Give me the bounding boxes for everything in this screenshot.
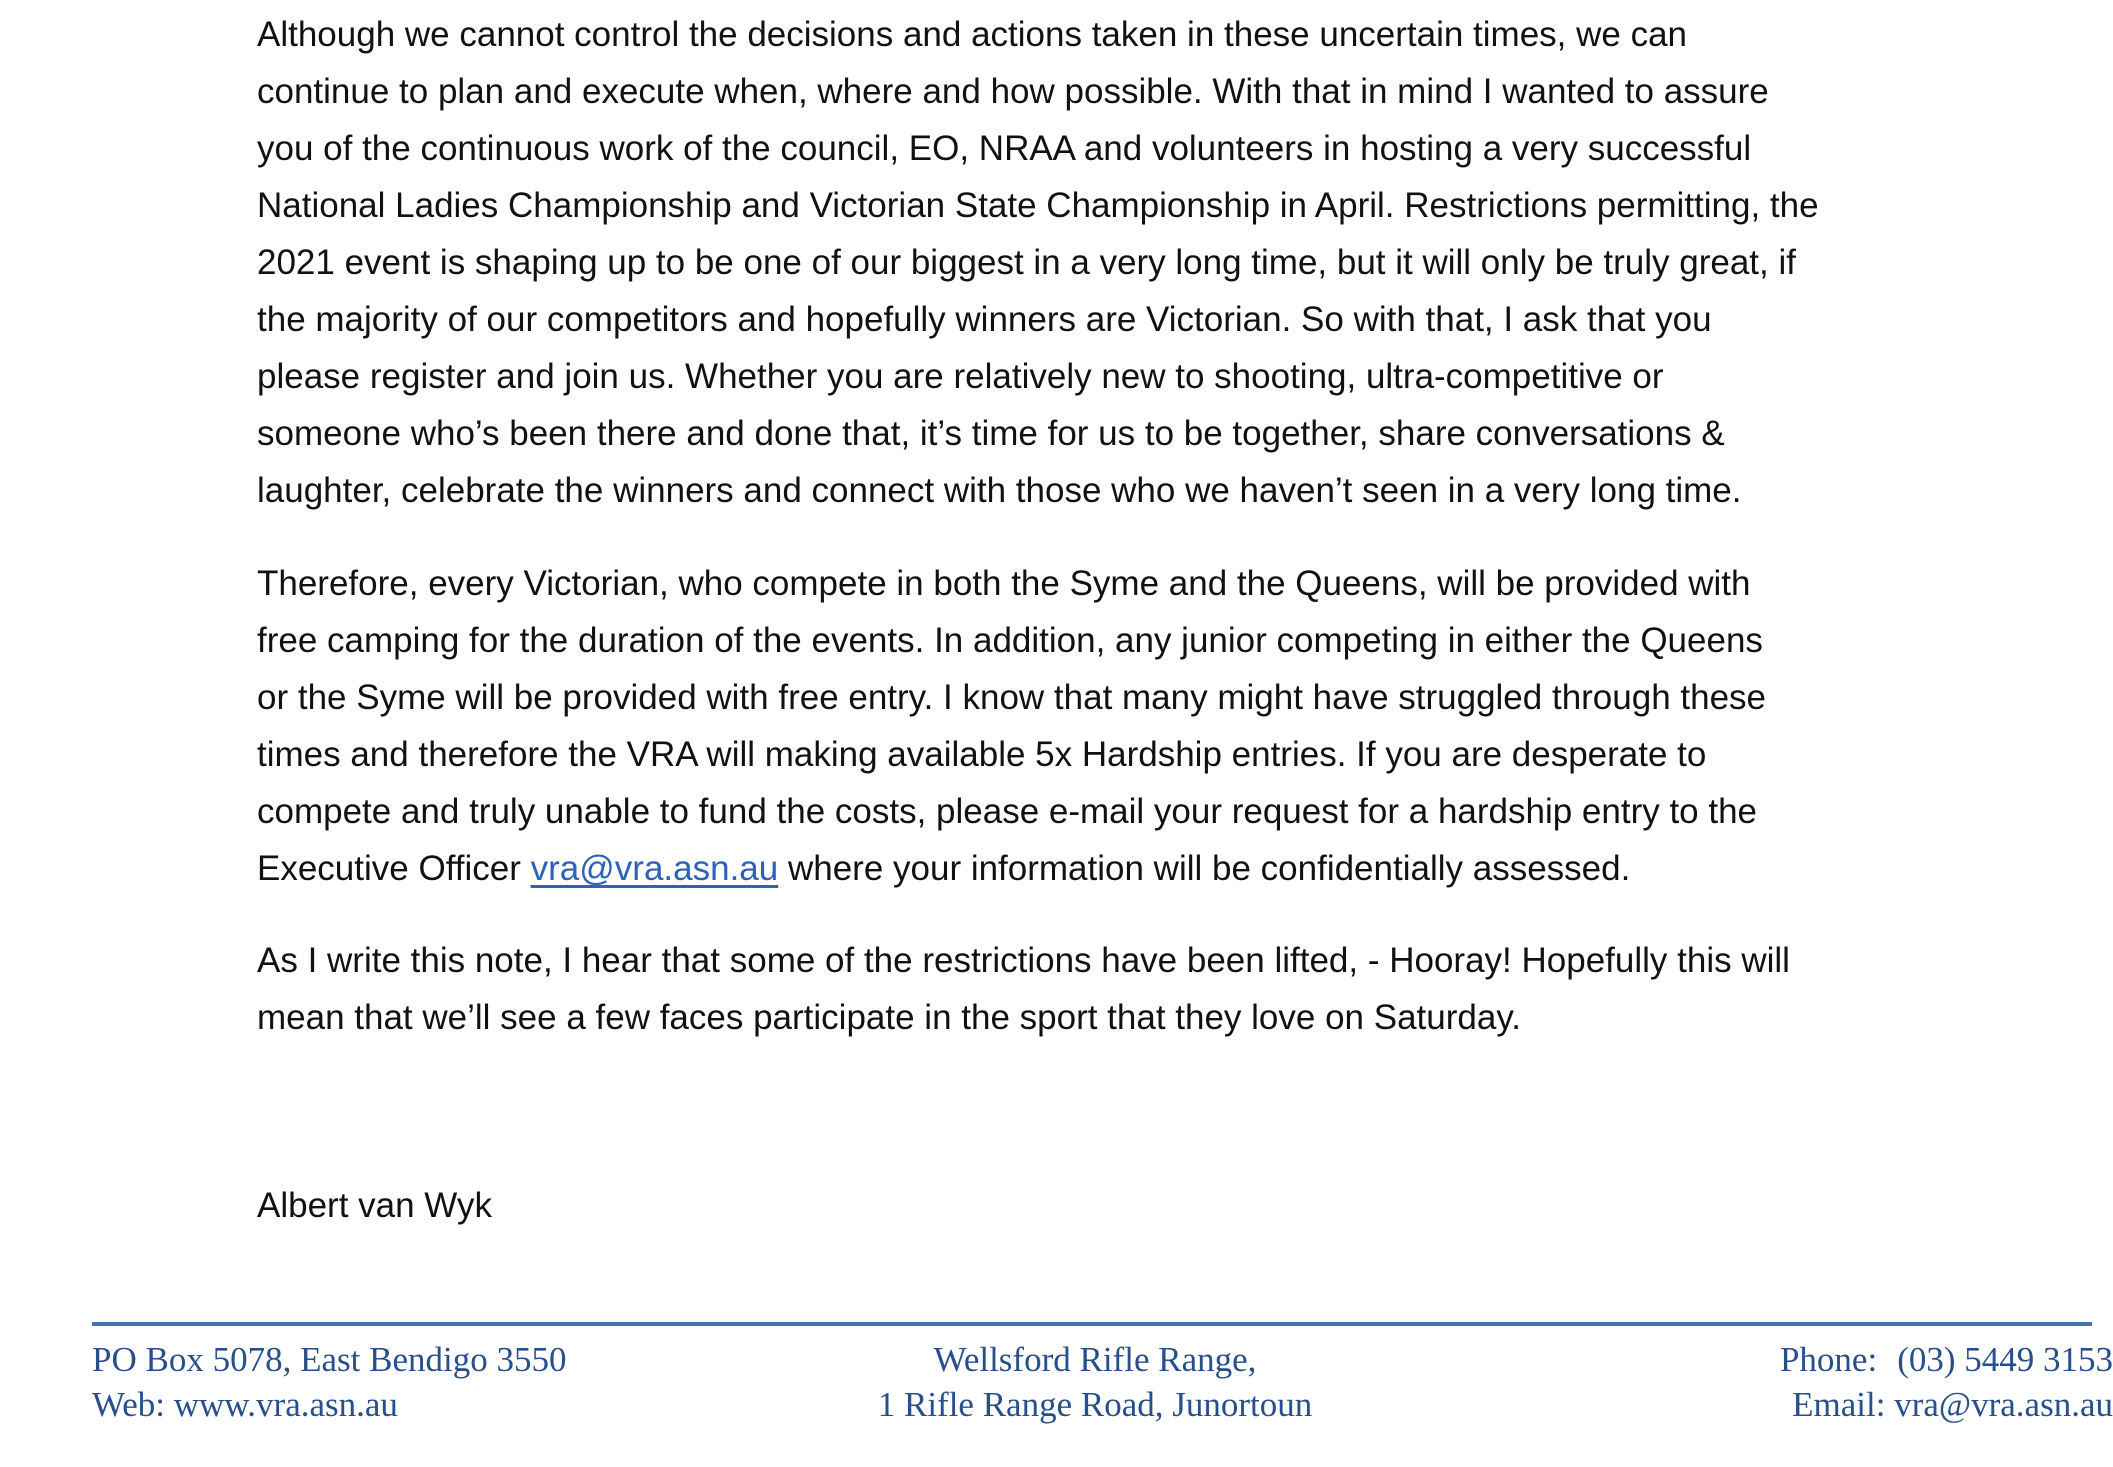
text-line: National Ladies Championship and Victorian State Championship in April. Restrictions permitting, the: [257, 186, 1819, 225]
text-line: continue to plan and execute when, where and how possible. With that in mind I wanted to assure: [257, 72, 1769, 111]
phone-label: Phone:: [1779, 1340, 1878, 1379]
text-line: someone who’s been there and done that, it’s time for us to be together, share conversations &: [257, 414, 1725, 453]
email-value: vra@vra.asn.au: [1894, 1385, 2113, 1424]
text-before-email: Executive Officer: [257, 849, 531, 888]
footer-range-name: Wellsford Rifle Range,: [933, 1340, 1257, 1379]
phone-value: (03) 5449 3153: [1897, 1340, 2113, 1379]
text-line: laughter, celebrate the winners and connect with those who we haven’t seen in a very long time.: [257, 471, 1742, 510]
text-line: compete and truly unable to fund the costs, please e-mail your request for a hardship entry to the: [257, 792, 1758, 831]
paragraph-1: [257, 6, 1819, 519]
footer-email: [1733, 1382, 2113, 1427]
footer-center: [845, 1337, 1345, 1427]
text-line-with-email: [257, 840, 1766, 897]
paragraph-2: [257, 555, 1766, 897]
text-line: times and therefore the VRA will making available 5x Hardship entries. If you are desperate to: [257, 735, 1707, 774]
text-after-email: where your information will be confidentially assessed.: [778, 849, 1631, 888]
footer-range-address: 1 Rifle Range Road, Junortoun: [877, 1385, 1313, 1424]
text-line: Therefore, every Victorian, who compete in both the Syme and the Queens, will be provided with: [257, 564, 1751, 603]
footer-address: PO Box 5078, East Bendigo 3550: [92, 1340, 567, 1379]
footer-left: [92, 1337, 566, 1427]
text-line: or the Syme will be provided with free entry. I know that many might have struggled through these: [257, 678, 1767, 717]
footer-phone: [1733, 1337, 2113, 1382]
footer-divider: [92, 1322, 2092, 1326]
text-line: you of the continuous work of the council, EO, NRAA and volunteers in hosting a very successful: [257, 129, 1752, 168]
text-line: the majority of our competitors and hopefully winners are Victorian. So with that, I ask that you: [257, 300, 1712, 339]
text-line: mean that we’ll see a few faces participate in the sport that they love on Saturday.: [257, 998, 1521, 1037]
text-line: 2021 event is shaping up to be one of our biggest in a very long time, but it will only be truly great, if: [257, 243, 1796, 282]
text-line: please register and join us. Whether you are relatively new to shooting, ultra-competitive or: [257, 357, 1664, 396]
paragraph-3: [257, 932, 1790, 1046]
text-line: free camping for the duration of the events. In addition, any junior competing in either the Queens: [257, 621, 1763, 660]
signature: [257, 1177, 492, 1234]
signature-name: Albert van Wyk: [257, 1186, 493, 1225]
footer-right: [1733, 1337, 2113, 1427]
footer-web: Web: www.vra.asn.au: [92, 1385, 398, 1424]
text-line: Although we cannot control the decisions and actions taken in these uncertain times, we can: [257, 15, 1688, 54]
email-label: Email:: [1792, 1385, 1886, 1424]
email-link[interactable]: vra@vra.asn.au: [530, 849, 779, 888]
text-line: As I write this note, I hear that some of the restrictions have been lifted, - Hooray! Hopefully this will: [257, 941, 1790, 980]
